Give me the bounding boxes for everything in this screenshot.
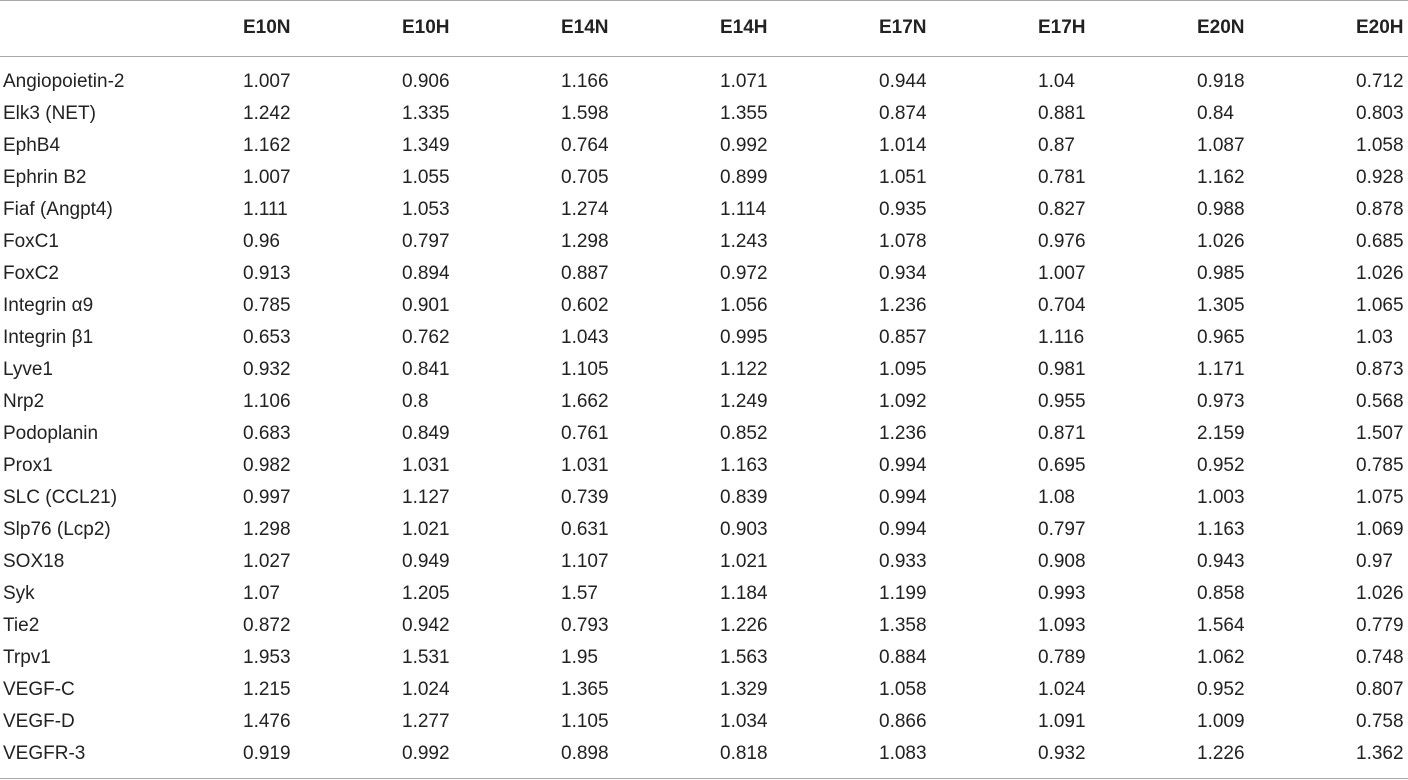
value-cell-e10n: 1.476 [243,711,291,732]
table-row [0,130,1408,162]
value-cell-e20h: 1.03 [1356,327,1393,348]
value-cell-e20h: 1.069 [1356,519,1404,540]
value-cell-e17h: 0.789 [1038,647,1086,668]
value-cell-e10n: 0.982 [243,455,291,476]
value-cell-e20n: 1.062 [1197,647,1245,668]
value-cell-e14h: 1.226 [720,615,768,636]
row-label-cell: Integrin α9 [3,295,94,316]
value-cell-e17h: 0.993 [1038,583,1086,604]
value-cell-e17n: 1.199 [879,583,927,604]
value-cell-e20h: 0.873 [1356,359,1404,380]
value-cell-e14h: 0.995 [720,327,768,348]
row-label-cell: Nrp2 [3,391,45,412]
value-cell-e10h: 1.055 [402,167,450,188]
table-row [0,610,1408,642]
value-cell-e20h: 1.026 [1356,263,1404,284]
value-cell-e10n: 1.215 [243,679,291,700]
value-cell-e10n: 0.683 [243,423,291,444]
value-cell-e17h: 1.007 [1038,263,1086,284]
value-cell-e17h: 0.976 [1038,231,1086,252]
value-cell-e10h: 1.053 [402,199,450,220]
row-label-cell: Ephrin B2 [3,167,87,188]
value-cell-e17h: 0.781 [1038,167,1086,188]
header-cell-e17h: E17H [1038,17,1086,38]
value-cell-e17n: 1.358 [879,615,927,636]
row-label-cell: Trpv1 [3,647,51,668]
value-cell-e17h: 1.08 [1038,487,1075,508]
row-label-cell: EphB4 [3,135,61,156]
value-cell-e10h: 0.942 [402,615,450,636]
value-cell-e20h: 1.507 [1356,423,1404,444]
value-cell-e17h: 0.704 [1038,295,1086,316]
value-cell-e14n: 0.764 [561,135,609,156]
value-cell-e14n: 1.365 [561,679,609,700]
value-cell-e17n: 0.874 [879,103,927,124]
value-cell-e20n: 0.965 [1197,327,1245,348]
table-row [0,642,1408,674]
value-cell-e17h: 0.871 [1038,423,1086,444]
value-cell-e20n: 0.943 [1197,551,1245,572]
value-cell-e10n: 1.027 [243,551,291,572]
value-cell-e14h: 1.056 [720,295,768,316]
value-cell-e14n: 0.898 [561,743,609,764]
header-cell-e17n: E17N [879,17,927,38]
value-cell-e14n: 0.739 [561,487,609,508]
value-cell-e14h: 1.329 [720,679,768,700]
value-cell-e14h: 1.184 [720,583,768,604]
value-cell-e20h: 0.878 [1356,199,1404,220]
value-cell-e14n: 1.57 [561,583,598,604]
row-label-cell: Syk [3,583,35,604]
value-cell-e20n: 1.305 [1197,295,1245,316]
header-cell-e10n: E10N [243,17,291,38]
value-cell-e14h: 1.243 [720,231,768,252]
value-cell-e20h: 1.362 [1356,743,1404,764]
value-cell-e20n: 1.163 [1197,519,1245,540]
value-cell-e14h: 0.972 [720,263,768,284]
value-cell-e10n: 0.997 [243,487,291,508]
header-cell-e20h: E20H [1356,17,1404,38]
value-cell-e10h: 1.031 [402,455,450,476]
value-cell-e14n: 0.793 [561,615,609,636]
value-cell-e17h: 0.797 [1038,519,1086,540]
value-cell-e20h: 0.779 [1356,615,1404,636]
value-cell-e20h: 0.748 [1356,647,1404,668]
value-cell-e20n: 0.952 [1197,679,1245,700]
value-cell-e10h: 0.906 [402,71,450,92]
value-cell-e14n: 0.887 [561,263,609,284]
value-cell-e17h: 0.695 [1038,455,1086,476]
value-cell-e10h: 1.335 [402,103,450,124]
value-cell-e17h: 1.04 [1038,71,1075,92]
value-cell-e10n: 0.785 [243,295,291,316]
table-row [0,418,1408,450]
row-label-cell: Tie2 [3,615,40,636]
value-cell-e14h: 1.021 [720,551,768,572]
value-cell-e10n: 1.111 [243,199,288,220]
value-cell-e14n: 0.705 [561,167,609,188]
value-cell-e20h: 0.712 [1356,71,1404,92]
value-cell-e17h: 0.827 [1038,199,1086,220]
value-cell-e17n: 1.014 [879,135,927,156]
value-cell-e17h: 0.87 [1038,135,1075,156]
value-cell-e20n: 0.84 [1197,103,1234,124]
value-cell-e20h: 0.785 [1356,455,1404,476]
table-row [0,98,1408,130]
table-row [0,450,1408,482]
table-row [0,482,1408,514]
row-label-cell: Fiaf (Angpt4) [3,199,113,220]
value-cell-e14h: 1.122 [720,359,768,380]
value-cell-e10h: 0.901 [402,295,450,316]
value-cell-e17n: 0.934 [879,263,927,284]
header-cell-e14n: E14N [561,17,609,38]
value-cell-e14h: 0.818 [720,743,768,764]
value-cell-e20h: 1.075 [1356,487,1404,508]
row-label-cell: VEGFR-3 [3,743,86,764]
value-cell-e17h: 0.981 [1038,359,1086,380]
value-cell-e14h: 0.992 [720,135,768,156]
value-cell-e17n: 1.051 [879,167,927,188]
value-cell-e17h: 1.024 [1038,679,1086,700]
value-cell-e14h: 1.034 [720,711,768,732]
value-cell-e10n: 1.007 [243,167,291,188]
value-cell-e14n: 1.105 [561,359,609,380]
value-cell-e14h: 0.899 [720,167,768,188]
value-cell-e14h: 0.903 [720,519,768,540]
value-cell-e10h: 1.021 [402,519,450,540]
value-cell-e17h: 0.932 [1038,743,1086,764]
table-row [0,386,1408,418]
table-row [0,290,1408,322]
value-cell-e20n: 1.009 [1197,711,1245,732]
value-cell-e10h: 0.894 [402,263,450,284]
value-cell-e10n: 0.913 [243,263,291,284]
row-label-cell: Slp76 (Lcp2) [3,519,111,540]
value-cell-e17h: 1.116 [1038,327,1085,348]
table-row [0,514,1408,546]
table-row [0,354,1408,386]
value-cell-e20n: 0.918 [1197,71,1245,92]
value-cell-e14n: 1.274 [561,199,609,220]
header-cell-e20n: E20N [1197,17,1245,38]
table-row [0,578,1408,610]
table-row [0,322,1408,354]
value-cell-e17n: 1.236 [879,423,927,444]
value-cell-e14n: 1.107 [561,551,609,572]
value-cell-e10n: 0.96 [243,231,280,252]
header-cell-e14h: E14H [720,17,768,38]
value-cell-e17n: 1.095 [879,359,927,380]
value-cell-e17n: 0.935 [879,199,927,220]
value-cell-e14h: 1.249 [720,391,768,412]
value-cell-e20h: 1.058 [1356,135,1404,156]
value-cell-e10h: 0.841 [402,359,450,380]
value-cell-e10n: 1.007 [243,71,291,92]
value-cell-e10h: 1.127 [402,487,450,508]
value-cell-e10h: 1.531 [402,647,450,668]
row-label-cell: Elk3 (NET) [3,103,96,124]
value-cell-e10h: 0.849 [402,423,450,444]
value-cell-e14n: 0.761 [561,423,609,444]
value-cell-e20n: 1.226 [1197,743,1245,764]
value-cell-e14n: 0.602 [561,295,609,316]
row-label-cell: FoxC2 [3,263,59,284]
value-cell-e14n: 1.95 [561,647,598,668]
value-cell-e20h: 1.065 [1356,295,1404,316]
value-cell-e17h: 0.881 [1038,103,1086,124]
value-cell-e10n: 1.162 [243,135,291,156]
table-row [0,66,1408,98]
value-cell-e17n: 0.994 [879,455,927,476]
value-cell-e10n: 0.872 [243,615,291,636]
value-cell-e14n: 1.043 [561,327,609,348]
value-cell-e20n: 0.952 [1197,455,1245,476]
row-label-cell: Podoplanin [3,423,99,444]
value-cell-e10n: 1.07 [243,583,280,604]
value-cell-e17n: 1.092 [879,391,927,412]
value-cell-e17n: 0.866 [879,711,927,732]
value-cell-e10h: 1.349 [402,135,450,156]
value-cell-e17n: 1.236 [879,295,927,316]
row-label-cell: Angiopoietin-2 [3,71,125,92]
value-cell-e17n: 1.083 [879,743,927,764]
value-cell-e14n: 1.031 [561,455,609,476]
value-cell-e14n: 1.166 [561,71,609,92]
value-cell-e20h: 0.807 [1356,679,1404,700]
value-cell-e17n: 0.994 [879,487,927,508]
row-label-cell: SOX18 [3,551,65,572]
row-label-cell: Lyve1 [3,359,53,380]
value-cell-e20n: 1.087 [1197,135,1245,156]
row-label-cell: VEGF-C [3,679,75,700]
table-row [0,194,1408,226]
value-cell-e10h: 1.024 [402,679,450,700]
value-cell-e14h: 0.839 [720,487,768,508]
value-cell-e20h: 0.758 [1356,711,1404,732]
table-body [0,66,1408,770]
value-cell-e20n: 1.171 [1197,359,1245,380]
value-cell-e14n: 0.631 [561,519,609,540]
table-row [0,258,1408,290]
row-label-cell: VEGF-D [3,711,75,732]
row-label-cell: SLC (CCL21) [3,487,118,508]
value-cell-e17h: 0.908 [1038,551,1086,572]
value-cell-e10n: 1.242 [243,103,291,124]
table-row [0,706,1408,738]
value-cell-e20h: 0.803 [1356,103,1404,124]
value-cell-e17n: 0.933 [879,551,927,572]
value-cell-e17n: 0.994 [879,519,927,540]
value-cell-e17n: 0.944 [879,71,927,92]
value-cell-e20n: 1.026 [1197,231,1245,252]
value-cell-e20n: 0.973 [1197,391,1245,412]
header-cell-e10h: E10H [402,17,450,38]
table-row [0,226,1408,258]
value-cell-e10n: 1.298 [243,519,291,540]
table-row [0,674,1408,706]
table-row [0,738,1408,770]
value-cell-e20n: 0.985 [1197,263,1245,284]
value-cell-e10n: 0.919 [243,743,291,764]
value-cell-e14h: 1.355 [720,103,768,124]
value-cell-e10n: 0.932 [243,359,291,380]
value-cell-e14h: 1.071 [720,71,768,92]
value-cell-e20h: 1.026 [1356,583,1404,604]
value-cell-e17n: 0.884 [879,647,927,668]
value-cell-e20n: 1.003 [1197,487,1245,508]
value-cell-e14n: 1.298 [561,231,609,252]
table-header-row [0,0,1408,56]
value-cell-e20h: 0.685 [1356,231,1404,252]
value-cell-e14n: 1.598 [561,103,609,124]
table-header-rule [0,56,1408,57]
value-cell-e20n: 1.162 [1197,167,1245,188]
value-cell-e14h: 1.563 [720,647,768,668]
value-cell-e17h: 1.093 [1038,615,1086,636]
value-cell-e14h: 1.163 [720,455,768,476]
value-cell-e14n: 1.662 [561,391,609,412]
value-cell-e17h: 0.955 [1038,391,1086,412]
value-cell-e10h: 0.8 [402,391,429,412]
value-cell-e17h: 1.091 [1038,711,1086,732]
value-cell-e10n: 1.953 [243,647,291,668]
value-cell-e10h: 1.205 [402,583,450,604]
table-row [0,546,1408,578]
value-cell-e20n: 0.988 [1197,199,1245,220]
table-row [0,162,1408,194]
value-cell-e20n: 1.564 [1197,615,1245,636]
row-label-cell: FoxC1 [3,231,59,252]
value-cell-e14h: 0.852 [720,423,768,444]
value-cell-e10h: 0.992 [402,743,450,764]
value-cell-e14n: 1.105 [561,711,609,732]
value-cell-e20n: 0.858 [1197,583,1245,604]
row-label-cell: Prox1 [3,455,53,476]
value-cell-e10h: 1.277 [402,711,450,732]
value-cell-e20h: 0.568 [1356,391,1404,412]
table-bottom-rule [0,778,1408,779]
value-cell-e17n: 1.058 [879,679,927,700]
value-cell-e20h: 0.97 [1356,551,1393,572]
value-cell-e10n: 0.653 [243,327,291,348]
value-cell-e10n: 1.106 [243,391,291,412]
row-label-cell: Integrin β1 [3,327,94,348]
value-cell-e14h: 1.114 [720,199,767,220]
value-cell-e10h: 0.797 [402,231,450,252]
value-cell-e20n: 2.159 [1197,423,1245,444]
value-cell-e10h: 0.949 [402,551,450,572]
value-cell-e10h: 0.762 [402,327,450,348]
value-cell-e17n: 1.078 [879,231,927,252]
value-cell-e20h: 0.928 [1356,167,1404,188]
value-cell-e17n: 0.857 [879,327,927,348]
